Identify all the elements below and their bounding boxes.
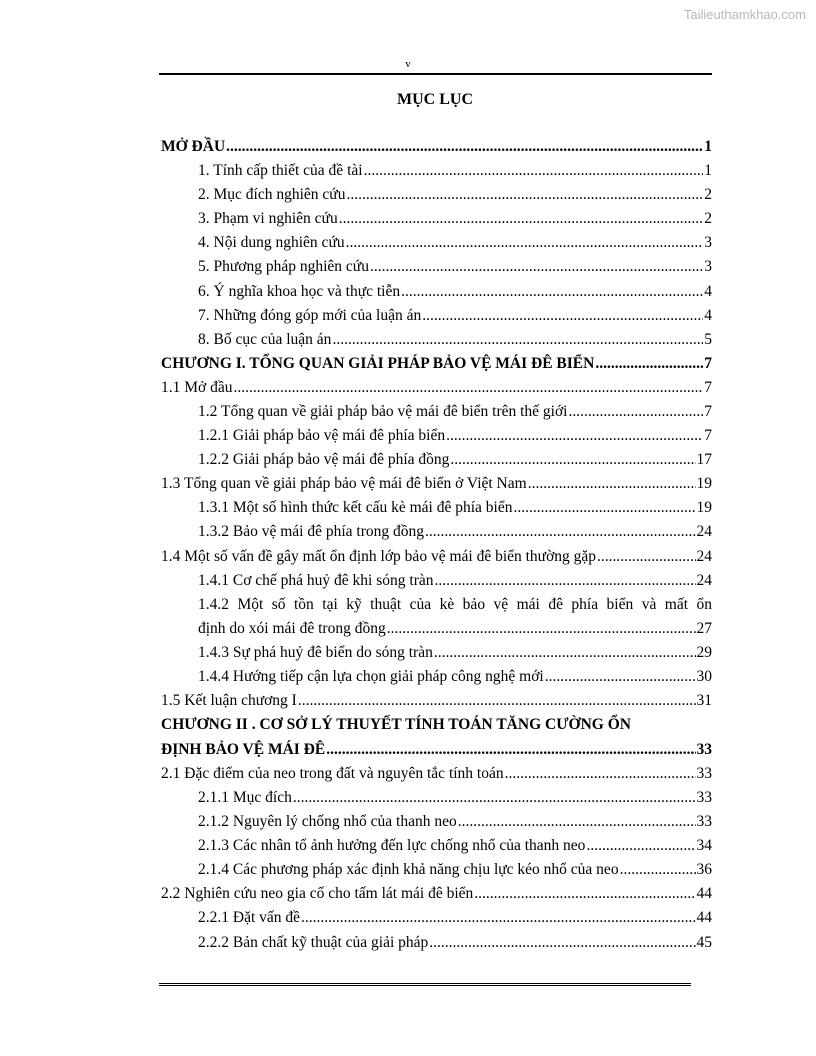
toc-entry[interactable] bbox=[161, 884, 712, 904]
toc-leader bbox=[513, 498, 695, 518]
toc-leader bbox=[434, 643, 696, 663]
toc-entry[interactable] bbox=[198, 185, 712, 205]
toc-entry-text: 2.1.1 Mục đích bbox=[198, 789, 292, 806]
toc-entry-text: 1.4 Một số vấn đề gây mất ổn định lớp bảo vệ mái đê biển thường gặp bbox=[161, 548, 597, 565]
toc-leader bbox=[505, 764, 696, 784]
toc-entry-text: 1.5 Kết luận chương I bbox=[161, 692, 297, 709]
toc-entry-text: 2.1.4 Các phương pháp xác định khả năng chịu lực kéo nhổ của neo bbox=[198, 861, 619, 878]
toc-entry-page: 44 bbox=[696, 885, 712, 902]
toc-leader bbox=[364, 161, 704, 181]
toc-leader bbox=[568, 402, 703, 422]
toc-entry-text: 2.2.2 Bản chất kỹ thuật của giải pháp bbox=[198, 934, 429, 951]
toc-entry[interactable] bbox=[198, 933, 712, 953]
toc-entry-page: 33 bbox=[696, 765, 712, 782]
toc-entry-page: 24 bbox=[696, 548, 712, 565]
toc-entry-text: 8. Bố cục của luận án bbox=[198, 331, 332, 348]
toc-entry-page: 30 bbox=[696, 668, 712, 685]
toc-leader bbox=[301, 908, 695, 928]
toc-entry-page: 3 bbox=[704, 234, 712, 251]
toc-entry[interactable] bbox=[198, 498, 712, 518]
toc-entry[interactable] bbox=[198, 836, 712, 856]
toc-entry-text: định do xói mái đê trong đồng bbox=[198, 620, 386, 637]
toc-entry-text: ĐỊNH BẢO VỆ MÁI ĐÊ bbox=[161, 741, 326, 758]
toc-entry-page: 33 bbox=[696, 789, 712, 806]
toc-entry-page: 17 bbox=[696, 451, 712, 468]
toc-entry-text: 1.3.2 Bảo vệ mái đê phía trong đồng bbox=[198, 523, 424, 540]
toc-entry-page: 1 bbox=[704, 162, 712, 179]
watermark: Tailieuthamkhao.com bbox=[683, 7, 806, 22]
toc-entry-page: 1 bbox=[704, 138, 712, 155]
toc-leader bbox=[458, 812, 696, 832]
toc-leader bbox=[620, 860, 696, 880]
toc-leader bbox=[595, 354, 703, 374]
toc-entry-text: 2.1.2 Nguyên lý chống nhổ của thanh neo bbox=[198, 813, 457, 830]
toc-entry-page: 45 bbox=[696, 934, 712, 951]
toc-entry-page: 2 bbox=[704, 210, 712, 227]
toc-entry-text: 2.1 Đặc điểm của neo trong đất và nguyên tắc tính toán bbox=[161, 765, 504, 782]
toc-entry[interactable] bbox=[198, 788, 712, 808]
toc-leader bbox=[226, 137, 703, 157]
page-number: v bbox=[405, 58, 411, 70]
toc-entry[interactable] bbox=[198, 571, 712, 591]
toc-entry-text: 1.4.4 Hướng tiếp cận lựa chọn giải pháp công nghệ mới bbox=[198, 668, 544, 685]
toc-leader bbox=[474, 884, 695, 904]
toc-entry-text: 1.2.1 Giải pháp bảo vệ mái đê phía biển bbox=[198, 427, 446, 444]
toc-leader bbox=[293, 788, 696, 808]
toc-leader bbox=[387, 619, 696, 639]
toc-entry-page: 33 bbox=[696, 813, 712, 830]
toc-entry-chapter-2[interactable] bbox=[161, 740, 712, 760]
toc-entry-text: MỞ ĐẦU bbox=[161, 138, 226, 155]
footer-rule bbox=[159, 983, 691, 986]
toc-entry-page: 7 bbox=[704, 403, 712, 420]
toc-entry[interactable] bbox=[198, 522, 712, 542]
toc-entry-chapter-1[interactable] bbox=[161, 354, 712, 374]
toc-leader bbox=[422, 306, 703, 326]
toc-entry-text: 2.2.1 Đặt vấn đề bbox=[198, 909, 301, 926]
toc-entry-page: 29 bbox=[696, 644, 712, 661]
toc-entry-page: 7 bbox=[704, 427, 712, 444]
toc-entry[interactable] bbox=[161, 764, 712, 784]
toc-entry-page: 19 bbox=[696, 499, 712, 516]
toc-entry-text: 1.2 Tổng quan về giải pháp bảo vệ mái đê biển trên thế giới bbox=[198, 403, 568, 420]
header-rule bbox=[159, 73, 712, 75]
toc-leader bbox=[346, 185, 703, 205]
toc-entry-page: 2 bbox=[704, 186, 712, 203]
toc-entry[interactable] bbox=[161, 691, 712, 711]
toc-leader bbox=[339, 209, 704, 229]
toc-entry-text: 1. Tính cấp thiết của đề tài bbox=[198, 162, 363, 179]
toc-entry-page: 27 bbox=[696, 620, 712, 637]
toc-entry-text: 1.1 Mở đầu bbox=[161, 379, 233, 396]
page-title: MỤC LỤC bbox=[397, 91, 473, 108]
toc-leader bbox=[429, 933, 695, 953]
toc-entry[interactable] bbox=[198, 860, 712, 880]
toc-entry-wrapped-line: CHƯƠNG II . CƠ SỞ LÝ THUYẾT TÍNH TOÁN TĂNG CƯỜNG ỔN bbox=[161, 716, 631, 733]
toc-entry-mo-dau[interactable] bbox=[161, 137, 712, 157]
toc-entry[interactable] bbox=[198, 812, 712, 832]
toc-entry[interactable] bbox=[198, 402, 712, 422]
toc-leader bbox=[597, 547, 695, 567]
toc-leader bbox=[332, 330, 703, 350]
toc-entry-page: 7 bbox=[704, 379, 712, 396]
toc-entry[interactable] bbox=[161, 378, 712, 398]
toc-entry-wrapped-line: 1.4.2 Một số tồn tại kỹ thuật của kè bảo vệ mái đê phía biển và mất ổn bbox=[198, 596, 712, 613]
toc-leader bbox=[370, 257, 703, 277]
toc-leader bbox=[425, 522, 696, 542]
toc-leader bbox=[446, 426, 703, 446]
toc-entry-page: 7 bbox=[704, 355, 712, 372]
toc-entry-text: 2. Mục đích nghiên cứu bbox=[198, 186, 346, 203]
toc-entry-page: 44 bbox=[696, 909, 712, 926]
toc-entry-page: 33 bbox=[696, 741, 712, 758]
toc-entry-page: 19 bbox=[696, 475, 712, 492]
toc-entry[interactable] bbox=[198, 233, 712, 253]
toc-entry[interactable] bbox=[198, 282, 712, 302]
toc-entry-text: 1.4.1 Cơ chế phá huỷ đê khi sóng tràn bbox=[198, 572, 434, 589]
toc-entry-page: 36 bbox=[696, 861, 712, 878]
toc-entry[interactable] bbox=[198, 619, 712, 639]
toc-entry[interactable] bbox=[198, 667, 712, 687]
toc-entry[interactable] bbox=[161, 474, 712, 494]
toc-entry-text: 7. Những đóng góp mới của luận án bbox=[198, 307, 422, 324]
toc-entry-page: 24 bbox=[696, 523, 712, 540]
toc-entry[interactable] bbox=[198, 161, 712, 181]
toc-leader bbox=[450, 450, 695, 470]
toc-entry-text: 1.3 Tổng quan về giải pháp bảo vệ mái đê biển ở Việt Nam bbox=[161, 475, 527, 492]
toc-entry-text: 1.4.3 Sự phá huỷ đê biển do sóng tràn bbox=[198, 644, 433, 661]
toc-entry-text: 1.3.1 Một số hình thức kết cấu kè mái đê phía biển bbox=[198, 499, 513, 516]
toc-entry[interactable] bbox=[198, 450, 712, 470]
toc-entry-page: 4 bbox=[704, 283, 712, 300]
toc-entry[interactable] bbox=[198, 643, 712, 663]
toc-entry-text: 4. Nội dung nghiên cứu bbox=[198, 234, 345, 251]
toc-leader bbox=[326, 740, 695, 760]
toc-entry-page: 3 bbox=[704, 258, 712, 275]
toc-entry-page: 5 bbox=[704, 331, 712, 348]
toc-leader bbox=[401, 282, 703, 302]
toc-entry-text: CHƯƠNG I. TỔNG QUAN GIẢI PHÁP BẢO VỆ MÁI ĐÊ BIỂN bbox=[161, 355, 595, 372]
toc-entry[interactable] bbox=[198, 209, 712, 229]
toc-leader bbox=[233, 378, 703, 398]
toc-leader bbox=[346, 233, 704, 253]
toc-entry[interactable] bbox=[198, 330, 712, 350]
toc-leader bbox=[528, 474, 696, 494]
toc-entry[interactable] bbox=[198, 426, 712, 446]
toc-entry-text: 2.1.3 Các nhân tố ảnh hưởng đến lực chống nhổ của thanh neo bbox=[198, 837, 586, 854]
toc-entry-text: 6. Ý nghĩa khoa học và thực tiễn bbox=[198, 283, 401, 300]
toc-leader bbox=[545, 667, 696, 687]
toc-entry[interactable] bbox=[198, 306, 712, 326]
toc-entry-page: 34 bbox=[696, 837, 712, 854]
toc-entry-text: 1.2.2 Giải pháp bảo vệ mái đê phía đồng bbox=[198, 451, 450, 468]
toc-entry-text: 2.2 Nghiên cứu neo gia cố cho tấm lát mái đê biển bbox=[161, 885, 474, 902]
toc-entry-page: 31 bbox=[696, 692, 712, 709]
toc-leader bbox=[586, 836, 695, 856]
toc-leader bbox=[435, 571, 696, 591]
toc-entry[interactable] bbox=[161, 547, 712, 567]
toc-entry-text: 5. Phương pháp nghiên cứu bbox=[198, 258, 369, 275]
toc-entry-page: 4 bbox=[704, 307, 712, 324]
toc-entry-page: 24 bbox=[696, 572, 712, 589]
toc-entry-text: 3. Phạm vi nghiên cứu bbox=[198, 210, 338, 227]
toc-entry[interactable] bbox=[198, 257, 712, 277]
toc-leader bbox=[298, 691, 696, 711]
toc-entry[interactable] bbox=[198, 908, 712, 928]
